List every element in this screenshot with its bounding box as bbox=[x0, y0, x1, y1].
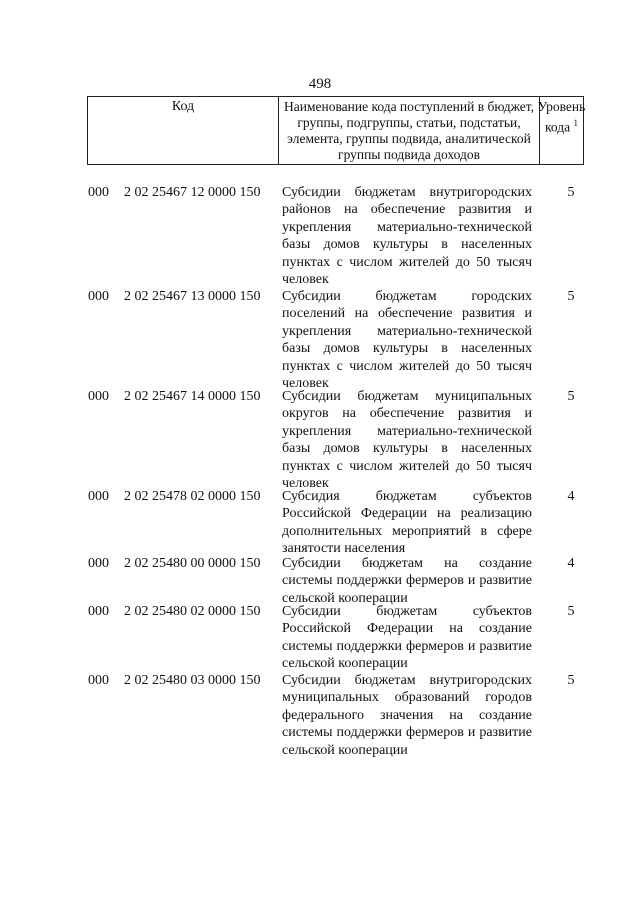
page-number: 498 bbox=[308, 76, 332, 92]
code-level: 4 bbox=[567, 556, 575, 571]
admin-code: 000 bbox=[88, 289, 109, 304]
header-name-cell bbox=[279, 97, 540, 164]
admin-code: 000 bbox=[88, 673, 109, 688]
header-code-cell bbox=[88, 97, 279, 164]
header-name-label: Наименование кода поступлений в бюджет, группы, подгруппы, статьи, подстатьи, элемента, группы подвида, аналитической группы подвида доходов bbox=[283, 99, 534, 162]
header-level-cell bbox=[537, 97, 586, 164]
revenue-name: Субсидии бюджетам внутригородских муниципальных образований городов федерального значения на создание системы поддержки фермеров и развитие сельской кооперации bbox=[282, 673, 532, 758]
revenue-code: 2 02 25478 02 0000 150 bbox=[124, 489, 261, 504]
revenue-code: 2 02 25480 00 0000 150 bbox=[124, 556, 261, 571]
code-level: 4 bbox=[567, 489, 575, 504]
revenue-name: Субсидии бюджетам муниципальных округов на обеспечение развития и укрепления материально-технической базы домов культуры в населенных пунктах с числом жителей до 50 тысяч человек bbox=[282, 389, 532, 492]
admin-code: 000 bbox=[88, 604, 109, 619]
header-level-label: Уровень кода bbox=[537, 99, 586, 135]
admin-code: 000 bbox=[88, 556, 109, 571]
revenue-name: Субсидия бюджетам субъектов Российской Федерации на реализацию дополнительных мероприятий в сфере занятости населения bbox=[282, 489, 532, 557]
code-level: 5 bbox=[567, 289, 575, 304]
admin-code: 000 bbox=[88, 389, 109, 404]
code-level: 5 bbox=[567, 185, 575, 200]
revenue-name: Субсидии бюджетам внутригородских районов на обеспечение развития и укрепления материально-технической базы домов культуры в населенных пунктах с числом жителей до 50 тысяч человек bbox=[282, 185, 532, 288]
admin-code: 000 bbox=[88, 489, 109, 504]
code-level: 5 bbox=[567, 604, 575, 619]
revenue-code: 2 02 25467 14 0000 150 bbox=[124, 389, 261, 404]
table-header bbox=[87, 96, 584, 165]
revenue-name: Субсидии бюджетам на создание системы поддержки фермеров и развитие сельской кооперации bbox=[282, 556, 532, 606]
header-code-label: Код bbox=[171, 99, 195, 114]
header-level-footnote: 1 bbox=[573, 118, 578, 128]
revenue-code: 2 02 25480 03 0000 150 bbox=[124, 673, 261, 688]
revenue-code: 2 02 25467 13 0000 150 bbox=[124, 289, 261, 304]
revenue-code: 2 02 25467 12 0000 150 bbox=[124, 185, 261, 200]
revenue-name: Субсидии бюджетам городских поселений на обеспечение развития и укрепления материально-технической базы домов культуры в населенных пунктах с числом жителей до 50 тысяч человек bbox=[282, 289, 532, 392]
code-level: 5 bbox=[567, 389, 575, 404]
code-level: 5 bbox=[567, 673, 575, 688]
revenue-name: Субсидии бюджетам субъектов Российской Федерации на создание системы поддержки фермеров и развитие сельской кооперации bbox=[282, 604, 532, 672]
header-level-wrap bbox=[536, 99, 587, 136]
revenue-code: 2 02 25480 02 0000 150 bbox=[124, 604, 261, 619]
admin-code: 000 bbox=[88, 185, 109, 200]
